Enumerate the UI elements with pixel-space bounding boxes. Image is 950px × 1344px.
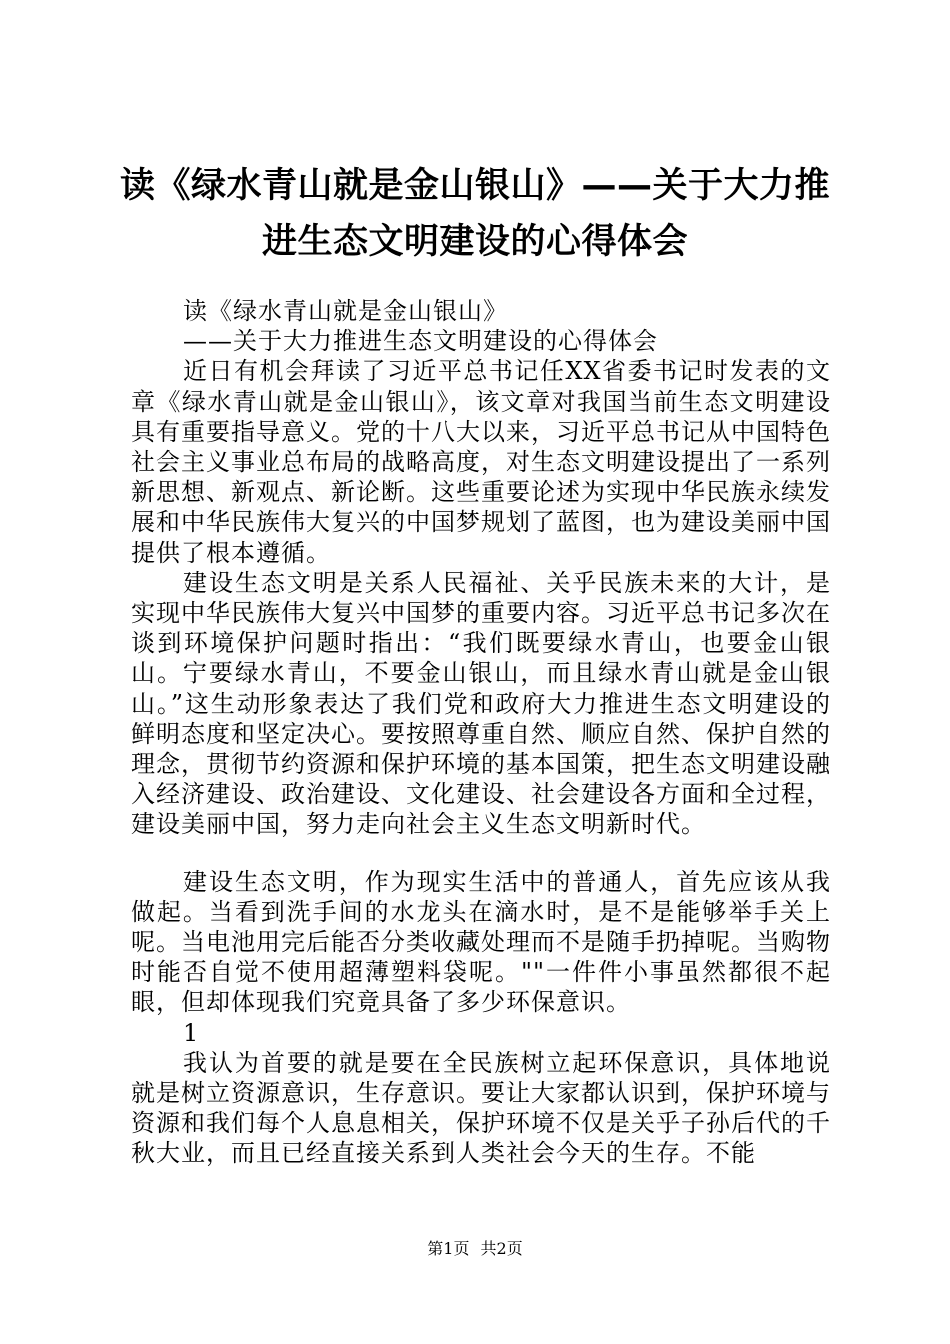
paragraph-spacer [131, 840, 831, 867]
stray-number: 1 [183, 1018, 200, 1047]
subtitle-line-2: ——关于大力推进生态文明建设的心得体会 [183, 327, 658, 356]
paragraph-2: 建设生态文明是关系人民福祉、关乎民族未来的大计，是实现中华民族伟大复兴中国梦的重要内容。习近平总书记多次在谈到环境保护问题时指出：“我们既要绿水青山，也要金山银山。宁要绿水青山，不要金山银山，而且绿水青山就是金山银山。”这生动形象表达了我们党和政府大力推进生态文明建设的鲜明态度和坚定决心。要按照尊重自然、顺应自然、保护自然的理念，贯彻节约资源和保护环境的基本国策，把生态文明建设融入经济建设、政治建设、文化建设、社会建设各方面和全过程，建设美丽中国，努力走向社会主义生态文明新时代。 [131, 568, 831, 839]
page-footer [0, 1239, 950, 1259]
page-total: 共2页 [480, 1239, 523, 1258]
paragraph-1: 近日有机会拜读了习近平总书记任XX省委书记时发表的文章《绿水青山就是金山银山》，该文章对我国当前生态文明建设具有重要指导意义。党的十八大以来，习近平总书记从中国特色社会主义事业总布局的战略高度，对生态文明建设提出了一系列新思想、新观点、新论断。这些重要论述为实现中华民族永续发展和中华民族伟大复兴的中国梦规划了蓝图，也为建设美丽中国提供了根本遵循。 [131, 357, 831, 567]
page-number: 第1页 [427, 1239, 470, 1258]
document-title: 读《绿水青山就是金山银山》——关于大力推进生态文明建设的心得体会 [119, 166, 830, 262]
paragraph-4: 我认为首要的就是要在全民族树立起环保意识，具体地说就是树立资源意识，生存意识。要让大家都认识到，保护环境与资源和我们每个人息息相关，保护环境不仅是关乎子孙后代的千秋大业，而且已经直接关系到人类社会今天的生存。不能 [131, 1048, 831, 1168]
subtitle-line-1: 读《绿水青山就是金山银山》 [183, 297, 508, 325]
paragraph-3: 建设生态文明，作为现实生活中的普通人，首先应该从我做起。当看到洗手间的水龙头在滴水时，是不是能够举手关上呢。当电池用完后能否分类收藏处理而不是随手扔掉呢。当购物时能否自觉不使用超薄塑料袋呢。""一件件小事虽然都很不起眼，但却体现我们究竟具备了多少环保意识。 [131, 867, 831, 1017]
document-body [131, 296, 831, 1169]
